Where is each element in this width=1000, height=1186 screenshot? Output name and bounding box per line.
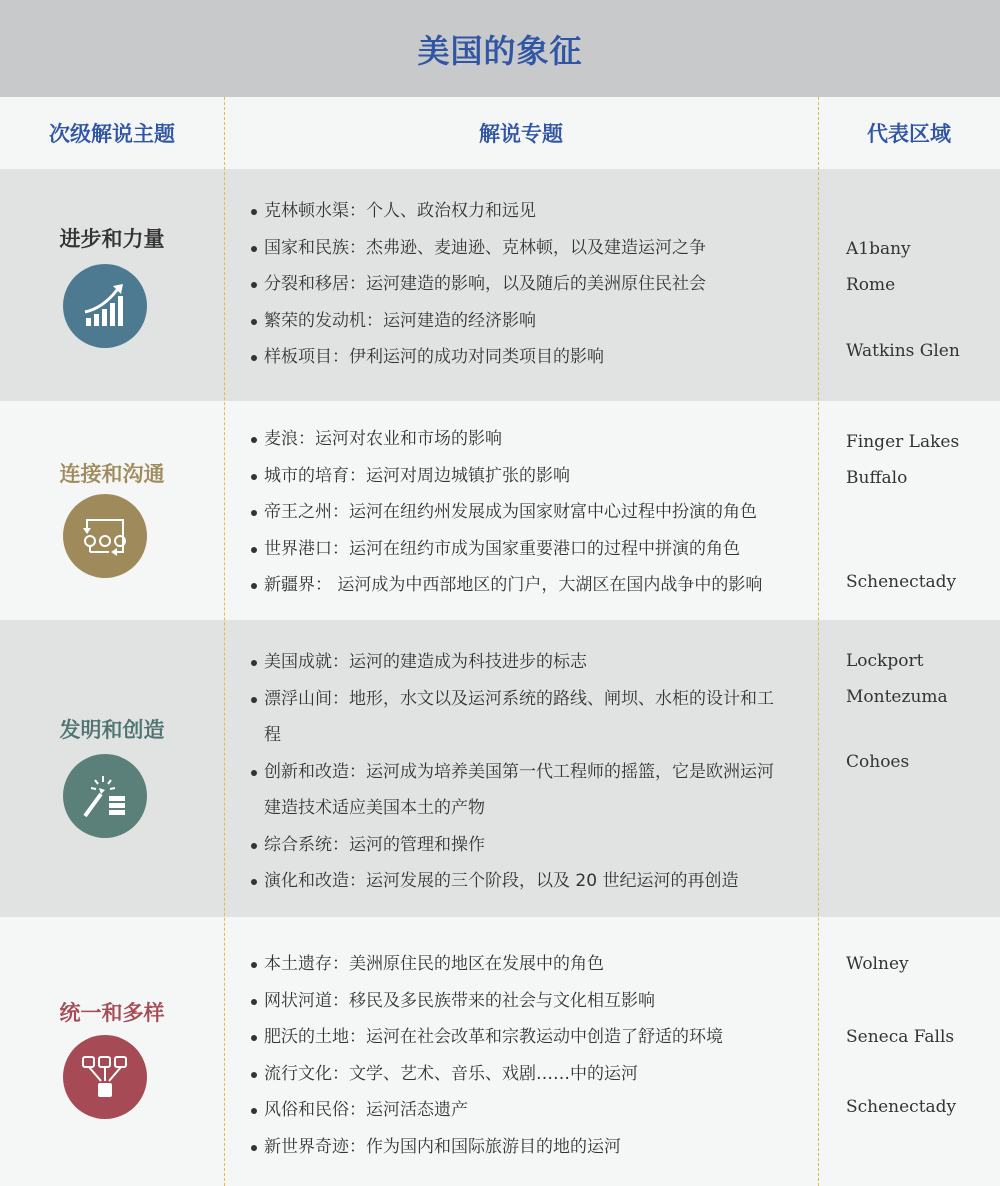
header-theme: 次级解说主题 bbox=[49, 122, 175, 146]
theme-row-progress bbox=[0, 169, 1000, 401]
region-label: Watkins Glen bbox=[846, 341, 960, 361]
theme-title: 统一和多样 bbox=[59, 1001, 165, 1025]
list-item: 克林顿水渠：个人、政治权力和远见 bbox=[250, 193, 810, 230]
merge-diagram-icon bbox=[63, 1035, 147, 1119]
list-item: 分裂和移居：运河建造的影响，以及随后的美洲原住民社会 bbox=[250, 266, 810, 303]
theme-row-invention bbox=[0, 620, 1000, 917]
page-title: 美国的象征 bbox=[417, 31, 583, 70]
list-item: 繁荣的发动机：运河建造的经济影响 bbox=[250, 303, 810, 340]
region-label: Seneca Falls bbox=[846, 1027, 955, 1047]
list-item: 网状河道：移民及多民族带来的社会与文化相互影响 bbox=[250, 983, 810, 1020]
list-item: 城市的培育：运河对周边城镇扩张的影响 bbox=[250, 458, 810, 495]
list-item: 国家和民族：杰弗逊、麦迪逊、克林顿，以及建造运河之争 bbox=[250, 230, 810, 267]
region-label: Rome bbox=[846, 275, 896, 295]
list-item: 麦浪：运河对农业和市场的影响 bbox=[250, 421, 810, 458]
header-regions: 代表区域 bbox=[867, 122, 951, 146]
list-item: 样板项目：伊利运河的成功对同类项目的影响 bbox=[250, 339, 810, 376]
region-label: Schenectady bbox=[846, 572, 957, 592]
theme-title: 进步和力量 bbox=[59, 227, 165, 251]
list-item: 新疆界： 运河成为中西部地区的门户，大湖区在国内战争中的影响 bbox=[250, 567, 810, 604]
list-item: 美国成就：运河的建造成为科技进步的标志 bbox=[250, 644, 790, 681]
region-label: Buffalo bbox=[846, 468, 908, 488]
list-item: 新世界奇迹：作为国内和国际旅游目的地的运河 bbox=[250, 1129, 810, 1166]
topic-list bbox=[250, 421, 810, 604]
connection-flow-icon bbox=[63, 494, 147, 578]
theme-row-connection bbox=[0, 401, 1000, 620]
list-item: 综合系统：运河的管理和操作 bbox=[250, 827, 790, 864]
list-item: 帝王之州：运河在纽约州发展成为国家财富中心过程中扮演的角色 bbox=[250, 494, 810, 531]
theme-title: 连接和沟通 bbox=[59, 462, 165, 486]
region-label: Cohoes bbox=[846, 752, 910, 772]
region-label: Montezuma bbox=[846, 687, 948, 707]
theme-row-diversity bbox=[0, 917, 1000, 1186]
topic-list bbox=[250, 644, 790, 900]
list-item: 创新和改造：运河成为培养美国第一代工程师的摇篮，它是欧洲运河建造技术适应美国本土的产物 bbox=[250, 754, 790, 827]
region-label: Finger Lakes bbox=[846, 432, 960, 452]
topic-list bbox=[250, 946, 810, 1165]
region-label: Lockport bbox=[846, 651, 924, 671]
region-label: Wolney bbox=[846, 954, 909, 974]
list-item: 本土遗存：美洲原住民的地区在发展中的角色 bbox=[250, 946, 810, 983]
theme-title: 发明和创造 bbox=[59, 718, 165, 742]
list-item: 世界港口：运河在纽约市成为国家重要港口的过程中拼演的角色 bbox=[250, 531, 810, 568]
region-label: Schenectady bbox=[846, 1097, 957, 1117]
column-divider bbox=[818, 97, 819, 1186]
column-divider bbox=[224, 97, 225, 1186]
region-label: A1bany bbox=[846, 239, 911, 259]
list-item: 风俗和民俗：运河活态遗产 bbox=[250, 1092, 810, 1129]
list-item: 肥沃的土地：运河在社会改革和宗教运动中创造了舒适的环境 bbox=[250, 1019, 810, 1056]
magic-wand-icon bbox=[63, 754, 147, 838]
header-topics: 解说专题 bbox=[479, 122, 563, 146]
growth-chart-icon bbox=[63, 264, 147, 348]
table-header bbox=[0, 97, 1000, 169]
list-item: 演化和改造：运河发展的三个阶段，以及 20 世纪运河的再创造 bbox=[250, 863, 790, 900]
title-bar bbox=[0, 0, 1000, 97]
list-item: 流行文化：文学、艺术、音乐、戏剧……中的运河 bbox=[250, 1056, 810, 1093]
topic-list bbox=[250, 193, 810, 376]
list-item: 漂浮山间：地形，水文以及运河系统的路线、闸坝、水柜的设计和工程 bbox=[250, 681, 790, 754]
